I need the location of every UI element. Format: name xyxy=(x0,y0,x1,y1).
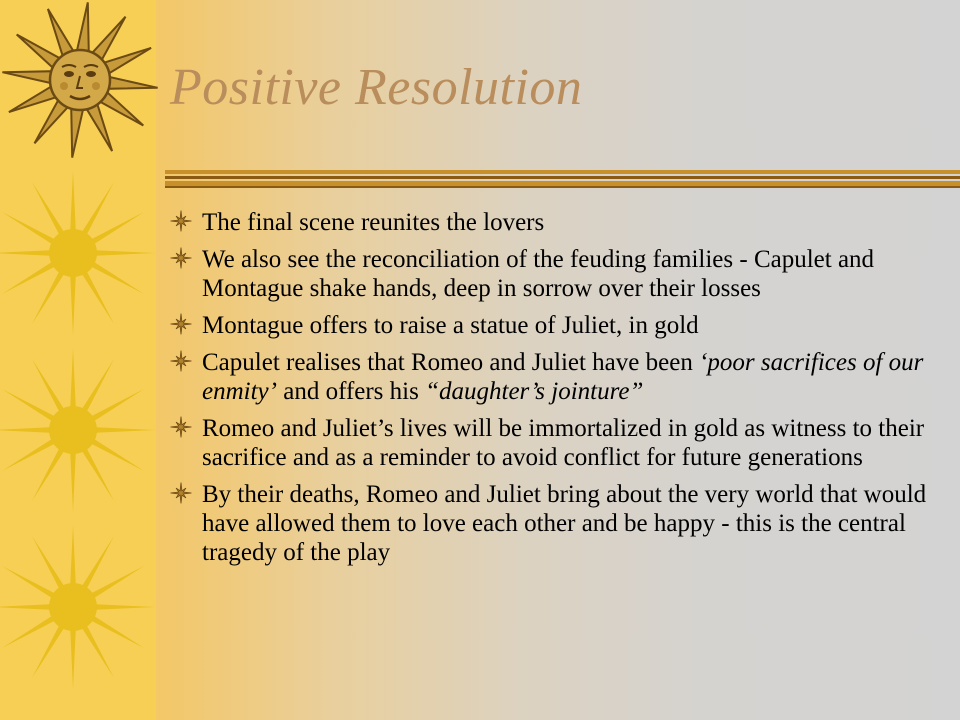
bullet-item xyxy=(170,414,940,472)
bullet-text: We also see the reconciliation of the feuding families - Capulet and Montague shake hands, deep in sorrow over their losses xyxy=(202,246,875,302)
sun-icon xyxy=(0,345,158,515)
star-bullet-icon xyxy=(170,210,192,232)
sun-icon xyxy=(0,168,158,338)
bullet-item xyxy=(170,348,940,406)
bullet-text: By their deaths, Romeo and Juliet bring about the very world that would have allowed them to love each other and be happy - this is the central tragedy of the play xyxy=(202,481,927,566)
bullet-text: Montague offers to raise a statue of Juliet, in gold xyxy=(202,312,699,339)
bullet-item xyxy=(170,480,940,567)
title-divider xyxy=(165,168,960,190)
sun-face-icon xyxy=(0,0,160,165)
slide-title: Positive Resolution xyxy=(170,59,583,116)
bullet-text: The final scene reunites the lovers xyxy=(202,209,545,236)
star-bullet-icon xyxy=(170,313,192,335)
star-bullet-icon xyxy=(170,247,192,269)
star-bullet-icon xyxy=(170,416,192,438)
bullet-item xyxy=(170,311,940,340)
bullet-item xyxy=(170,245,940,303)
bullet-text: Romeo and Juliet’s lives will be immortalized in gold as witness to their sacrifice and as a reminder to avoid conflict for future generations xyxy=(202,415,925,471)
bullet-text: Capulet realises that Romeo and Juliet have been ‘poor sacrifices of our enmity’ and offers his “daughter’s jointure” xyxy=(202,349,924,405)
bullet-item xyxy=(170,208,940,237)
star-bullet-icon xyxy=(170,482,192,504)
sun-icon xyxy=(0,522,158,692)
bullet-list xyxy=(170,208,940,575)
star-bullet-icon xyxy=(170,350,192,372)
